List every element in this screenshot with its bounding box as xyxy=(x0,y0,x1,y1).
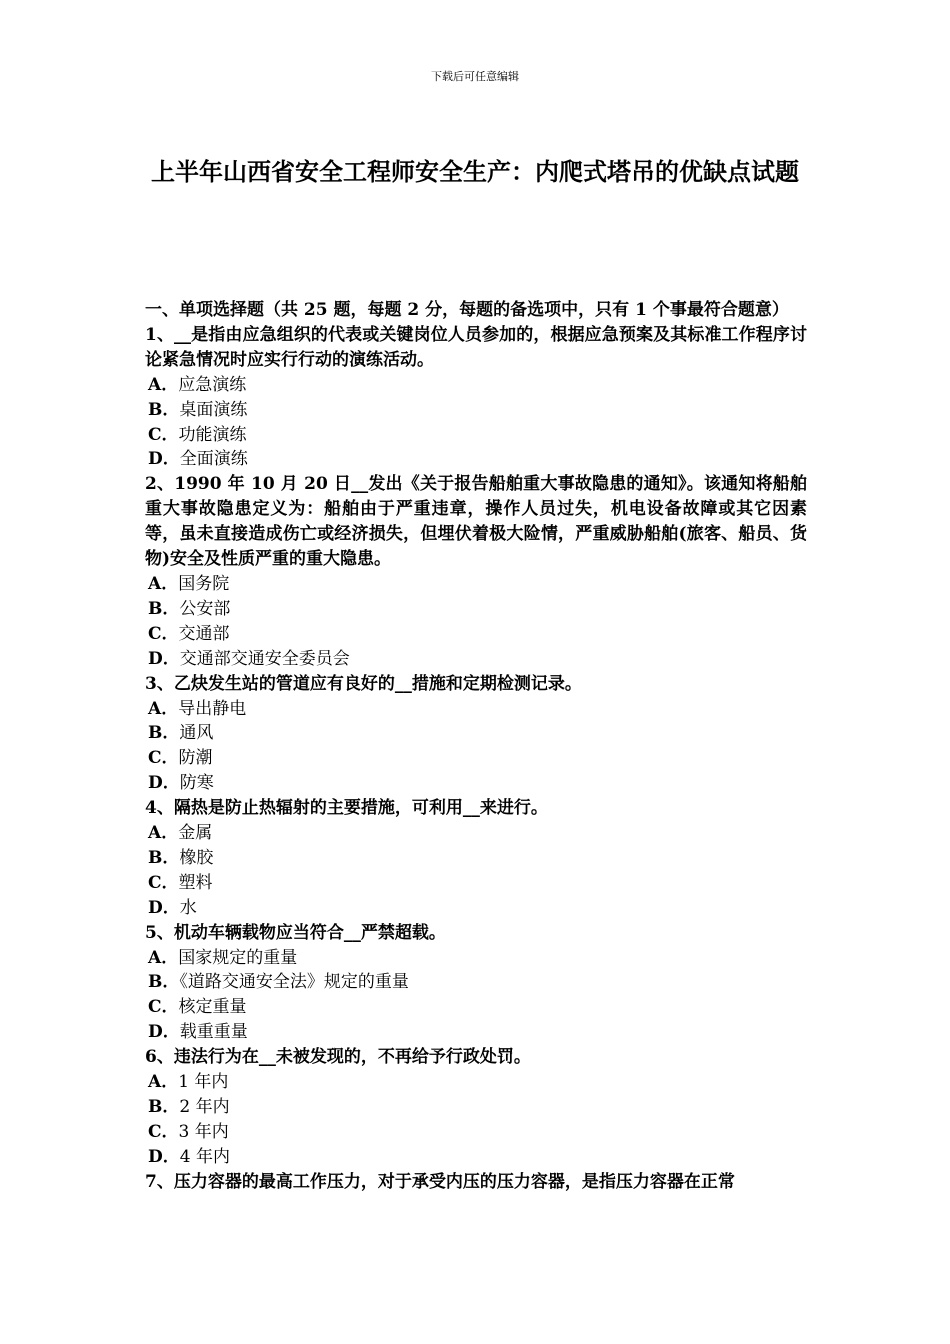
question-1 xyxy=(145,323,807,472)
question-7 xyxy=(145,1170,807,1195)
header-note: 下载后可任意编辑 xyxy=(431,70,519,83)
question-stem: 7、压力容器的最高工作压力，对于承受内压的压力容器，是指压力容器在正常 xyxy=(145,1171,735,1192)
question-3 xyxy=(145,672,807,797)
option-c: C．防潮 xyxy=(148,748,213,769)
question-5 xyxy=(145,921,807,1046)
option-d: D．全面演练 xyxy=(148,449,248,470)
option-d: D．4 年内 xyxy=(148,1146,230,1167)
question-stem: 2、1990 年 10 月 20 日__发出《关于报告船舶重大事故隐患的通知》。该通知将船舶重大事故隐患定义为：船舶由于严重违章，操作人员过失，机电设备故障或其它因素等，虽未直接造成伤亡或经济损失，但埋伏着极大险情，严重威胁船舶(旅客、船员、货物)安全及性质严重的重大隐患。 xyxy=(145,474,807,570)
section-heading: 一、单项选择题（共 25 题，每题 2 分，每题的备选项中，只有 1 个事最符合题意） xyxy=(145,300,789,320)
option-c: C．塑料 xyxy=(148,872,213,893)
option-b: B．《道路交通安全法》规定的重量 xyxy=(148,972,409,993)
question-stem: 4、隔热是防止热辐射的主要措施，可利用__来进行。 xyxy=(145,798,548,819)
option-a: A．导出静电 xyxy=(148,698,247,719)
option-a: A．1 年内 xyxy=(148,1072,229,1093)
option-b: B．2 年内 xyxy=(148,1097,230,1117)
question-6 xyxy=(145,1045,807,1170)
option-c: C．3 年内 xyxy=(148,1121,229,1142)
option-d: D．水 xyxy=(148,897,197,918)
option-b: B．橡胶 xyxy=(148,847,214,868)
option-b: B．桌面演练 xyxy=(148,399,248,420)
question-stem: 6、违法行为在__未被发现的，不再给予行政处罚。 xyxy=(145,1047,531,1068)
option-b: B．公安部 xyxy=(148,598,231,619)
option-a: A．金属 xyxy=(148,823,213,844)
option-c: C．交通部 xyxy=(148,623,230,644)
option-c: C．功能演练 xyxy=(148,424,247,445)
document-body xyxy=(145,298,807,1195)
option-a: A．国务院 xyxy=(148,573,230,594)
question-stem: 3、乙炔发生站的管道应有良好的__措施和定期检测记录。 xyxy=(145,673,582,694)
option-d: D．载重重量 xyxy=(148,1022,248,1043)
option-c: C．核定重量 xyxy=(148,997,247,1018)
question-stem: 5、机动车辆载物应当符合__严禁超载。 xyxy=(145,922,446,943)
question-4 xyxy=(145,796,807,921)
option-b: B．通风 xyxy=(148,723,214,744)
question-stem: 1、__是指由应急组织的代表或关键岗位人员参加的，根据应急预案及其标准工作程序讨论紧急情况时应实行行动的演练活动。 xyxy=(145,324,807,370)
document-title: 上半年山西省安全工程师安全生产：内爬式塔吊的优缺点试题 xyxy=(151,157,799,186)
option-d: D．交通部交通安全委员会 xyxy=(148,648,350,669)
question-2 xyxy=(145,472,807,671)
option-a: A．国家规定的重量 xyxy=(148,947,298,968)
option-d: D．防寒 xyxy=(148,773,214,794)
option-a: A．应急演练 xyxy=(148,374,247,395)
